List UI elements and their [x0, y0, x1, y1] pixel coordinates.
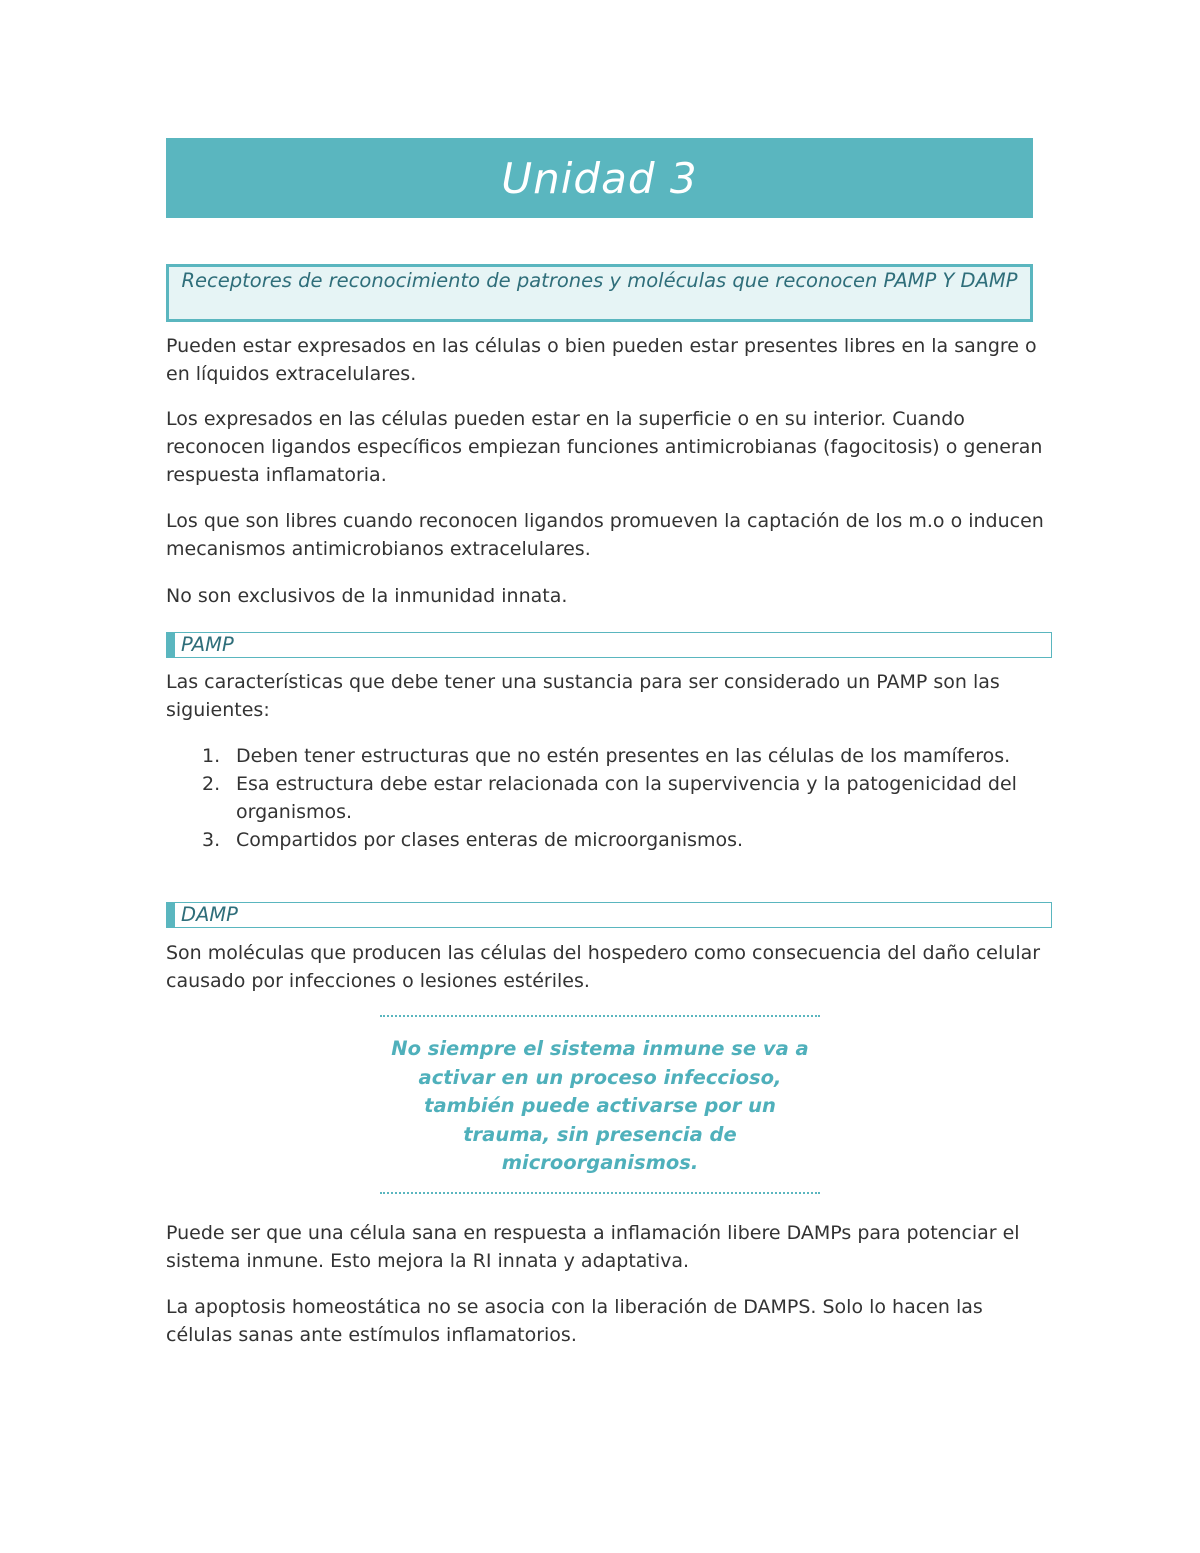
- section-heading: Receptores de reconocimiento de patrones y moléculas que reconocen PAMP Y DAMP: [166, 264, 1033, 322]
- list-item-text: Esa estructura debe estar relacionada con la supervivencia y la patogenicidad del organismos.: [236, 773, 1017, 823]
- list-item: [166, 742, 1046, 770]
- list-item: [166, 826, 1046, 854]
- damp-paragraph-1: Puede ser que una célula sana en respuesta a inflamación libere DAMPs para potenciar el sistema inmune. Esto mejora la RI innata y adaptativa.: [166, 1222, 1020, 1272]
- title-banner: [166, 138, 1033, 218]
- list-item-number: 1.: [202, 745, 221, 767]
- damp-heading: DAMP: [166, 902, 1052, 928]
- pull-quote: No siempre el sistema inmune se va a activar en un proceso infeccioso, también puede activarse por un trauma, sin presencia de microorganismos.: [391, 1037, 809, 1174]
- list-item-text: Deben tener estructuras que no estén presentes en las células de los mamíferos.: [236, 745, 1011, 767]
- intro-paragraph-2: Los expresados en las células pueden estar en la superficie o en su interior. Cuando reconocen ligandos específicos empiezan funciones antimicrobianas (fagocitosis) o generan respuesta inflamatoria.: [166, 408, 1043, 486]
- intro-paragraph-4: No son exclusivos de la inmunidad innata.: [166, 585, 568, 607]
- list-item-text: Compartidos por clases enteras de microorganismos.: [236, 829, 744, 851]
- list-item-number: 3.: [202, 829, 221, 851]
- page-title: Unidad 3: [501, 153, 698, 203]
- pamp-intro: Las características que debe tener una sustancia para ser considerado un PAMP son las siguientes:: [166, 671, 1000, 721]
- quote-top-rule: [380, 1015, 820, 1017]
- pamp-list: [166, 742, 1046, 854]
- damp-paragraph-2: La apoptosis homeostática no se asocia con la liberación de DAMPS. Solo lo hacen las células sanas ante estímulos inflamatorios.: [166, 1296, 983, 1346]
- list-item-number: 2.: [202, 773, 221, 795]
- intro-paragraph-3: Los que son libres cuando reconocen ligandos promueven la captación de los m.o o inducen mecanismos antimicrobianos extracelulares.: [166, 510, 1044, 560]
- intro-paragraph-1: Pueden estar expresados en las células o bien pueden estar presentes libres en la sangre o en líquidos extracelulares.: [166, 335, 1037, 385]
- damp-intro: Son moléculas que producen las células del hospedero como consecuencia del daño celular causado por infecciones o lesiones estériles.: [166, 942, 1041, 992]
- pamp-heading: PAMP: [166, 632, 1052, 658]
- list-item: [166, 770, 1046, 826]
- quote-bottom-rule: [380, 1192, 820, 1194]
